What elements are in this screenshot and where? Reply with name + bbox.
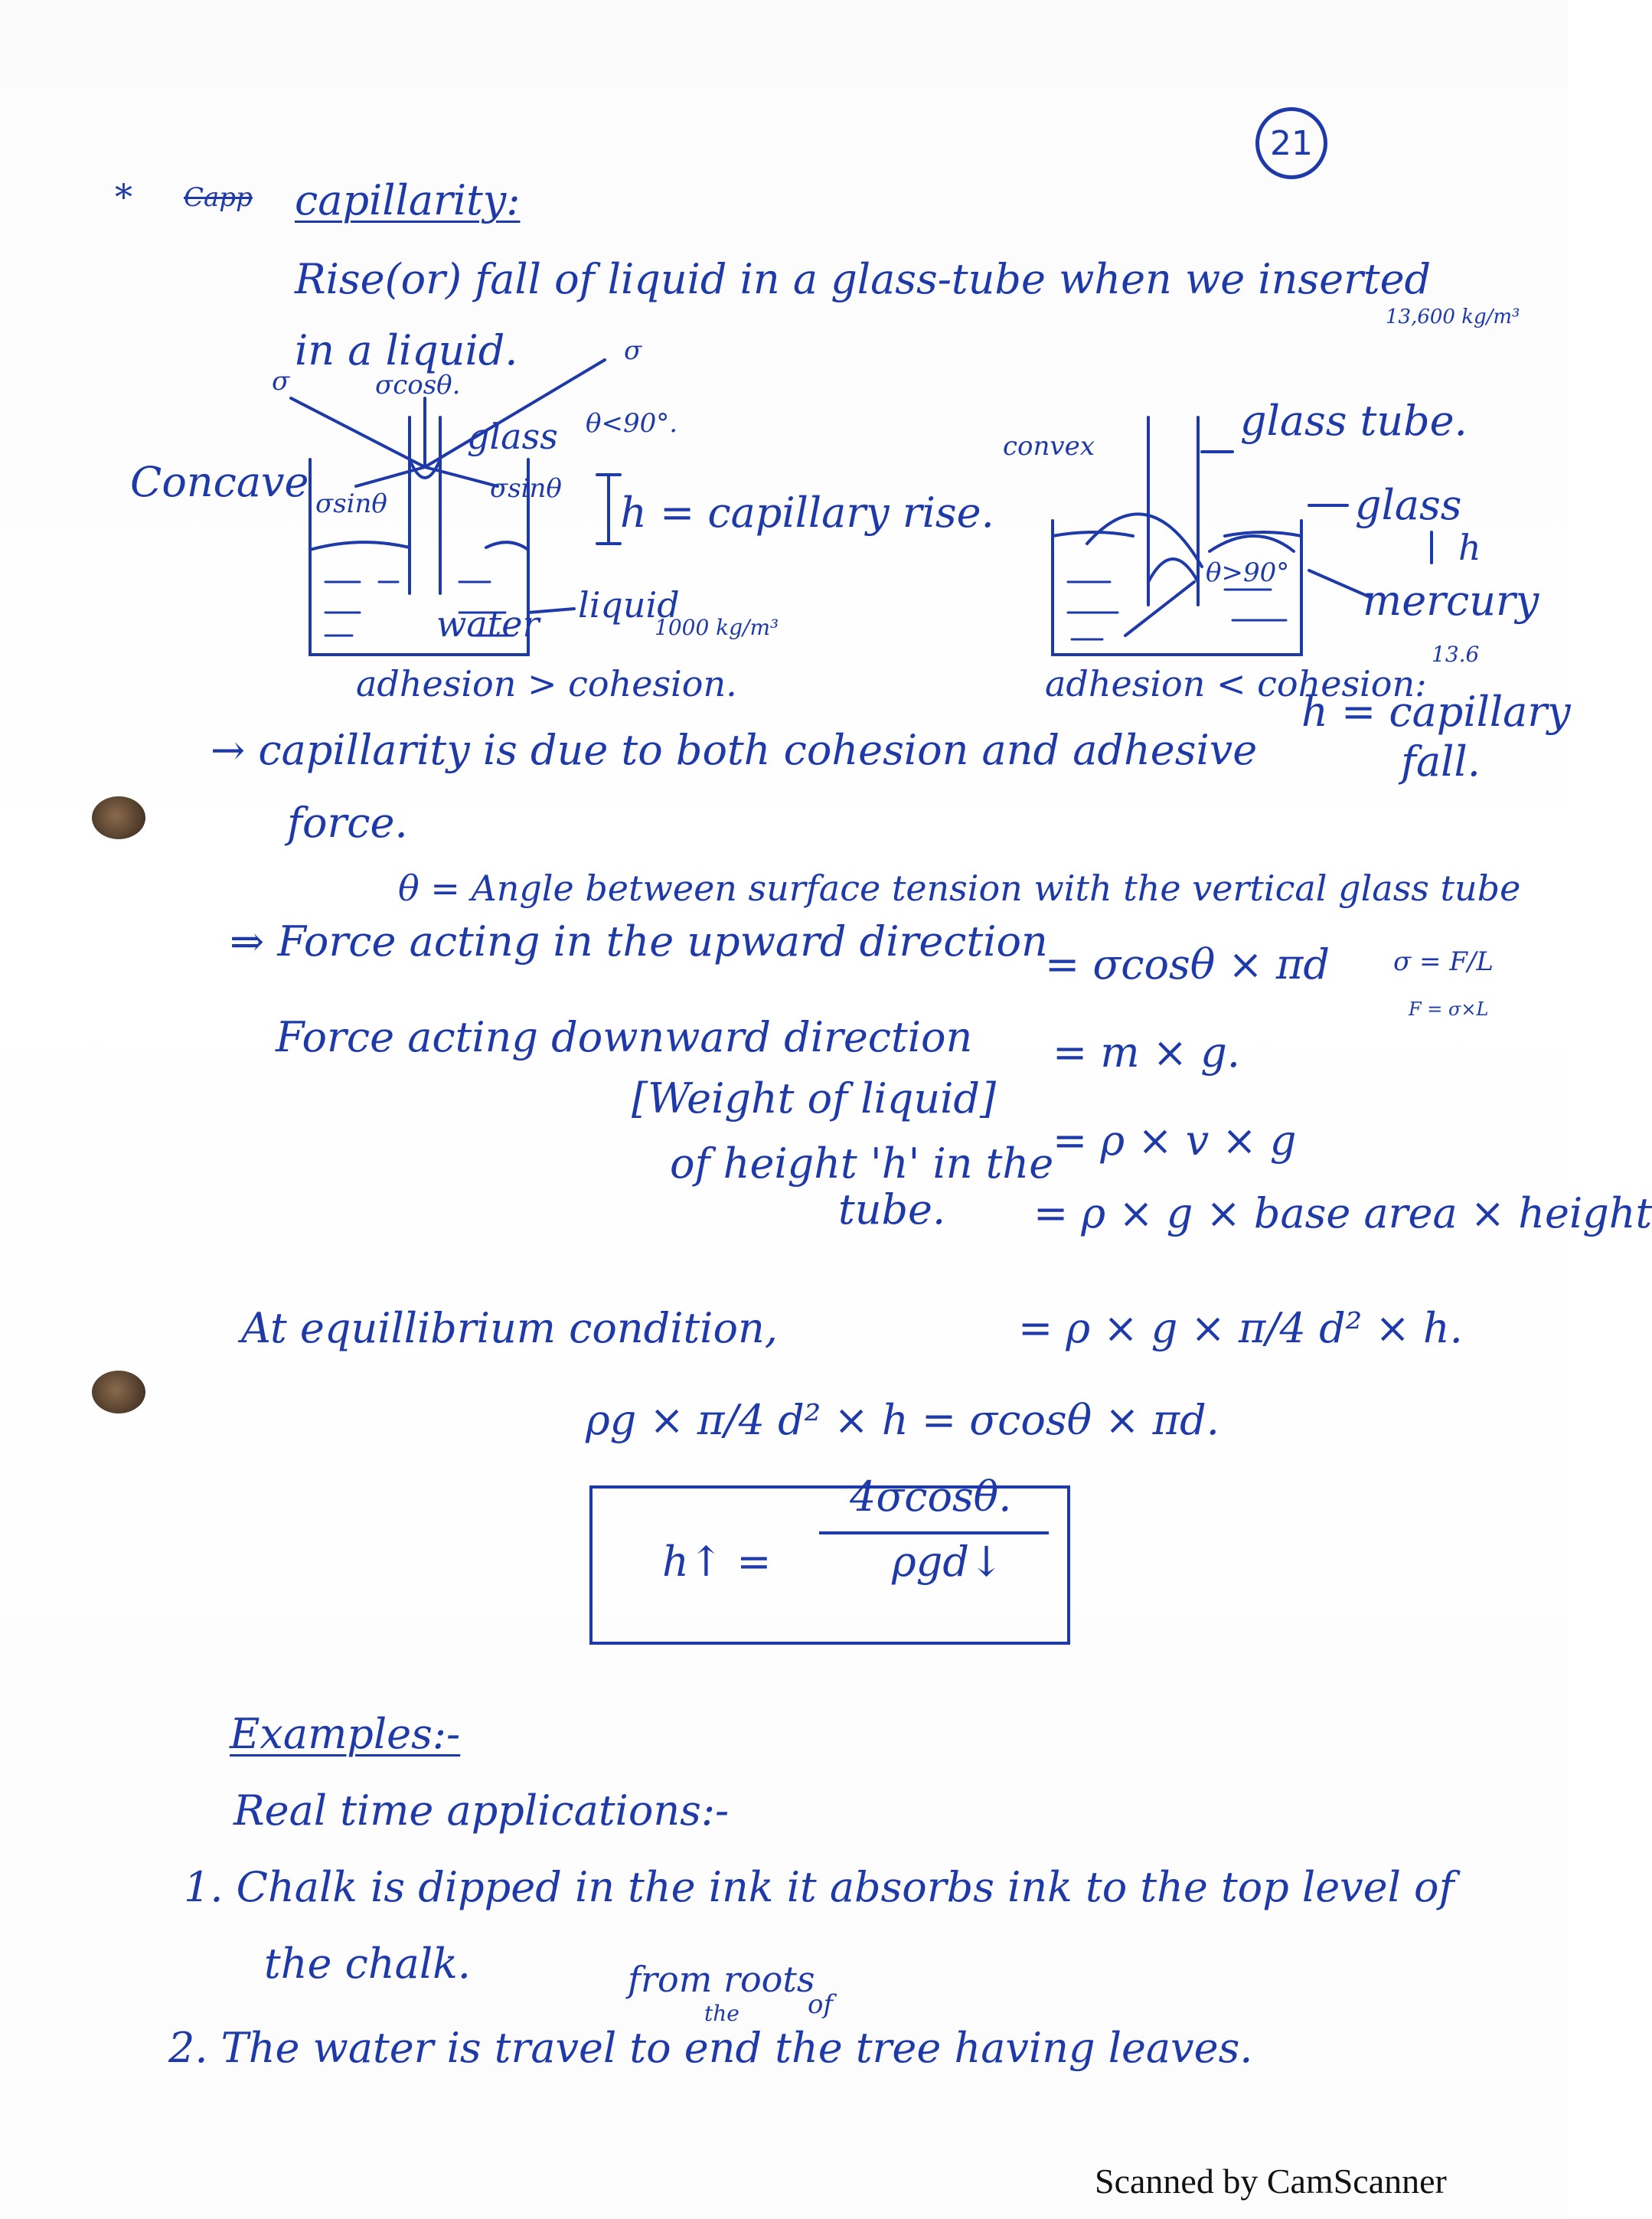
- heading-star: *: [115, 176, 132, 217]
- heading-strike: Capp: [184, 182, 253, 213]
- definition-line-2: in a liquid.: [295, 326, 518, 374]
- force-down-value: = m × g.: [1053, 1028, 1240, 1077]
- glass-label-left: glass: [467, 416, 558, 457]
- weight-value-2: = ρ × g × base area × height: [1033, 1189, 1652, 1237]
- example-2-line: 2. The water is travel to end the tree having leaves.: [168, 2024, 1253, 2072]
- equilibrium-value: = ρ × g × π/4 d² × h.: [1018, 1304, 1463, 1352]
- left-diagram-caption: adhesion > cohesion.: [356, 663, 737, 704]
- capillary-fall-label-1: h = capillary: [1301, 688, 1571, 736]
- glass-tube-label: glass tube.: [1240, 397, 1468, 445]
- h-label-right: h: [1458, 527, 1481, 568]
- mercury-density-note: 13,600 kg/m³: [1386, 306, 1520, 328]
- sigma-cos-label: σcosθ.: [375, 370, 461, 400]
- sigma-sin-right: σsinθ: [490, 473, 562, 504]
- glass-label-right: glass: [1355, 481, 1462, 529]
- convex-label: convex: [1003, 431, 1095, 462]
- page-number: 21: [1255, 107, 1327, 179]
- liquid-label: liquid: [578, 584, 680, 626]
- force-down-label: Force acting downward direction: [276, 1013, 973, 1061]
- example-2-insert: from roots: [628, 1959, 815, 2000]
- capillary-fall-label-2: fall.: [1401, 737, 1481, 786]
- cause-text-1: capillarity is due to both cohesion and adhesive: [258, 726, 1258, 774]
- weight-label-1: [Weight of liquid]: [632, 1074, 997, 1123]
- formula-numerator: 4σcosθ.: [850, 1472, 1012, 1521]
- cause-line-1: → capillarity is due to both cohesion and adhesive: [211, 726, 1258, 774]
- formula-denominator: ρgd↓: [892, 1538, 1004, 1586]
- force-up-line: ⇒ Force acting in the upward direction: [230, 917, 1048, 966]
- concave-label: Concave: [130, 458, 309, 506]
- side-note-force: F = σ×L: [1409, 998, 1489, 1020]
- angle-label-left: θ<90°.: [586, 408, 678, 439]
- page-title: capillarity:: [295, 176, 521, 224]
- sigma-left-label: σ: [272, 366, 290, 397]
- example-2-insert-of: of: [808, 1989, 834, 2020]
- angle-label-right: θ>90°: [1206, 557, 1290, 588]
- side-note-sigma: σ = F/L: [1393, 946, 1494, 977]
- example-1-line-1: 1. Chalk is dipped in the ink it absorbs ink to the top level of: [184, 1863, 1454, 1911]
- h-capillary-rise-label: h = capillary rise.: [620, 489, 994, 537]
- example-1-line-2: the chalk.: [264, 1940, 471, 1988]
- example-2-insert-the: the: [704, 2001, 739, 2026]
- water-label: water: [436, 603, 540, 645]
- sigma-right-label: σ: [624, 335, 642, 366]
- cause-line-2: force.: [287, 799, 408, 847]
- right-diagram-caption: adhesion < cohesion:: [1045, 663, 1427, 704]
- mercury-label: mercury: [1363, 577, 1539, 625]
- examples-subheading: Real time applications:-: [233, 1786, 730, 1835]
- examples-heading: Examples:-: [230, 1710, 461, 1758]
- theta-definition: θ = Angle between surface tension with the vertical glass tube: [398, 868, 1521, 909]
- force-up-label: Force acting in the upward direction: [277, 917, 1048, 966]
- formula-fraction-bar: [819, 1531, 1049, 1534]
- weight-label-3: tube.: [838, 1185, 946, 1234]
- weight-label-2: of height 'h' in the: [670, 1139, 1054, 1188]
- formula-lhs: h↑ =: [662, 1538, 772, 1586]
- equilibrium-equation: ρg × π/4 d² × h = σcosθ × πd.: [586, 1396, 1219, 1444]
- sigma-sin-left: σsinθ: [315, 489, 387, 519]
- equilibrium-label: At equillibrium condition,: [241, 1304, 778, 1352]
- water-density-label: 1000 kg/m³: [655, 615, 779, 640]
- weight-value-1: = ρ × v × g: [1053, 1116, 1297, 1165]
- mercury-number: 13.6: [1432, 642, 1480, 667]
- scanner-watermark: Scanned by CamScanner: [1095, 2162, 1447, 2201]
- force-up-value: = σcosθ × πd: [1045, 940, 1330, 989]
- definition-line-1: Rise(or) fall of liquid in a glass-tube when we inserted: [295, 255, 1432, 303]
